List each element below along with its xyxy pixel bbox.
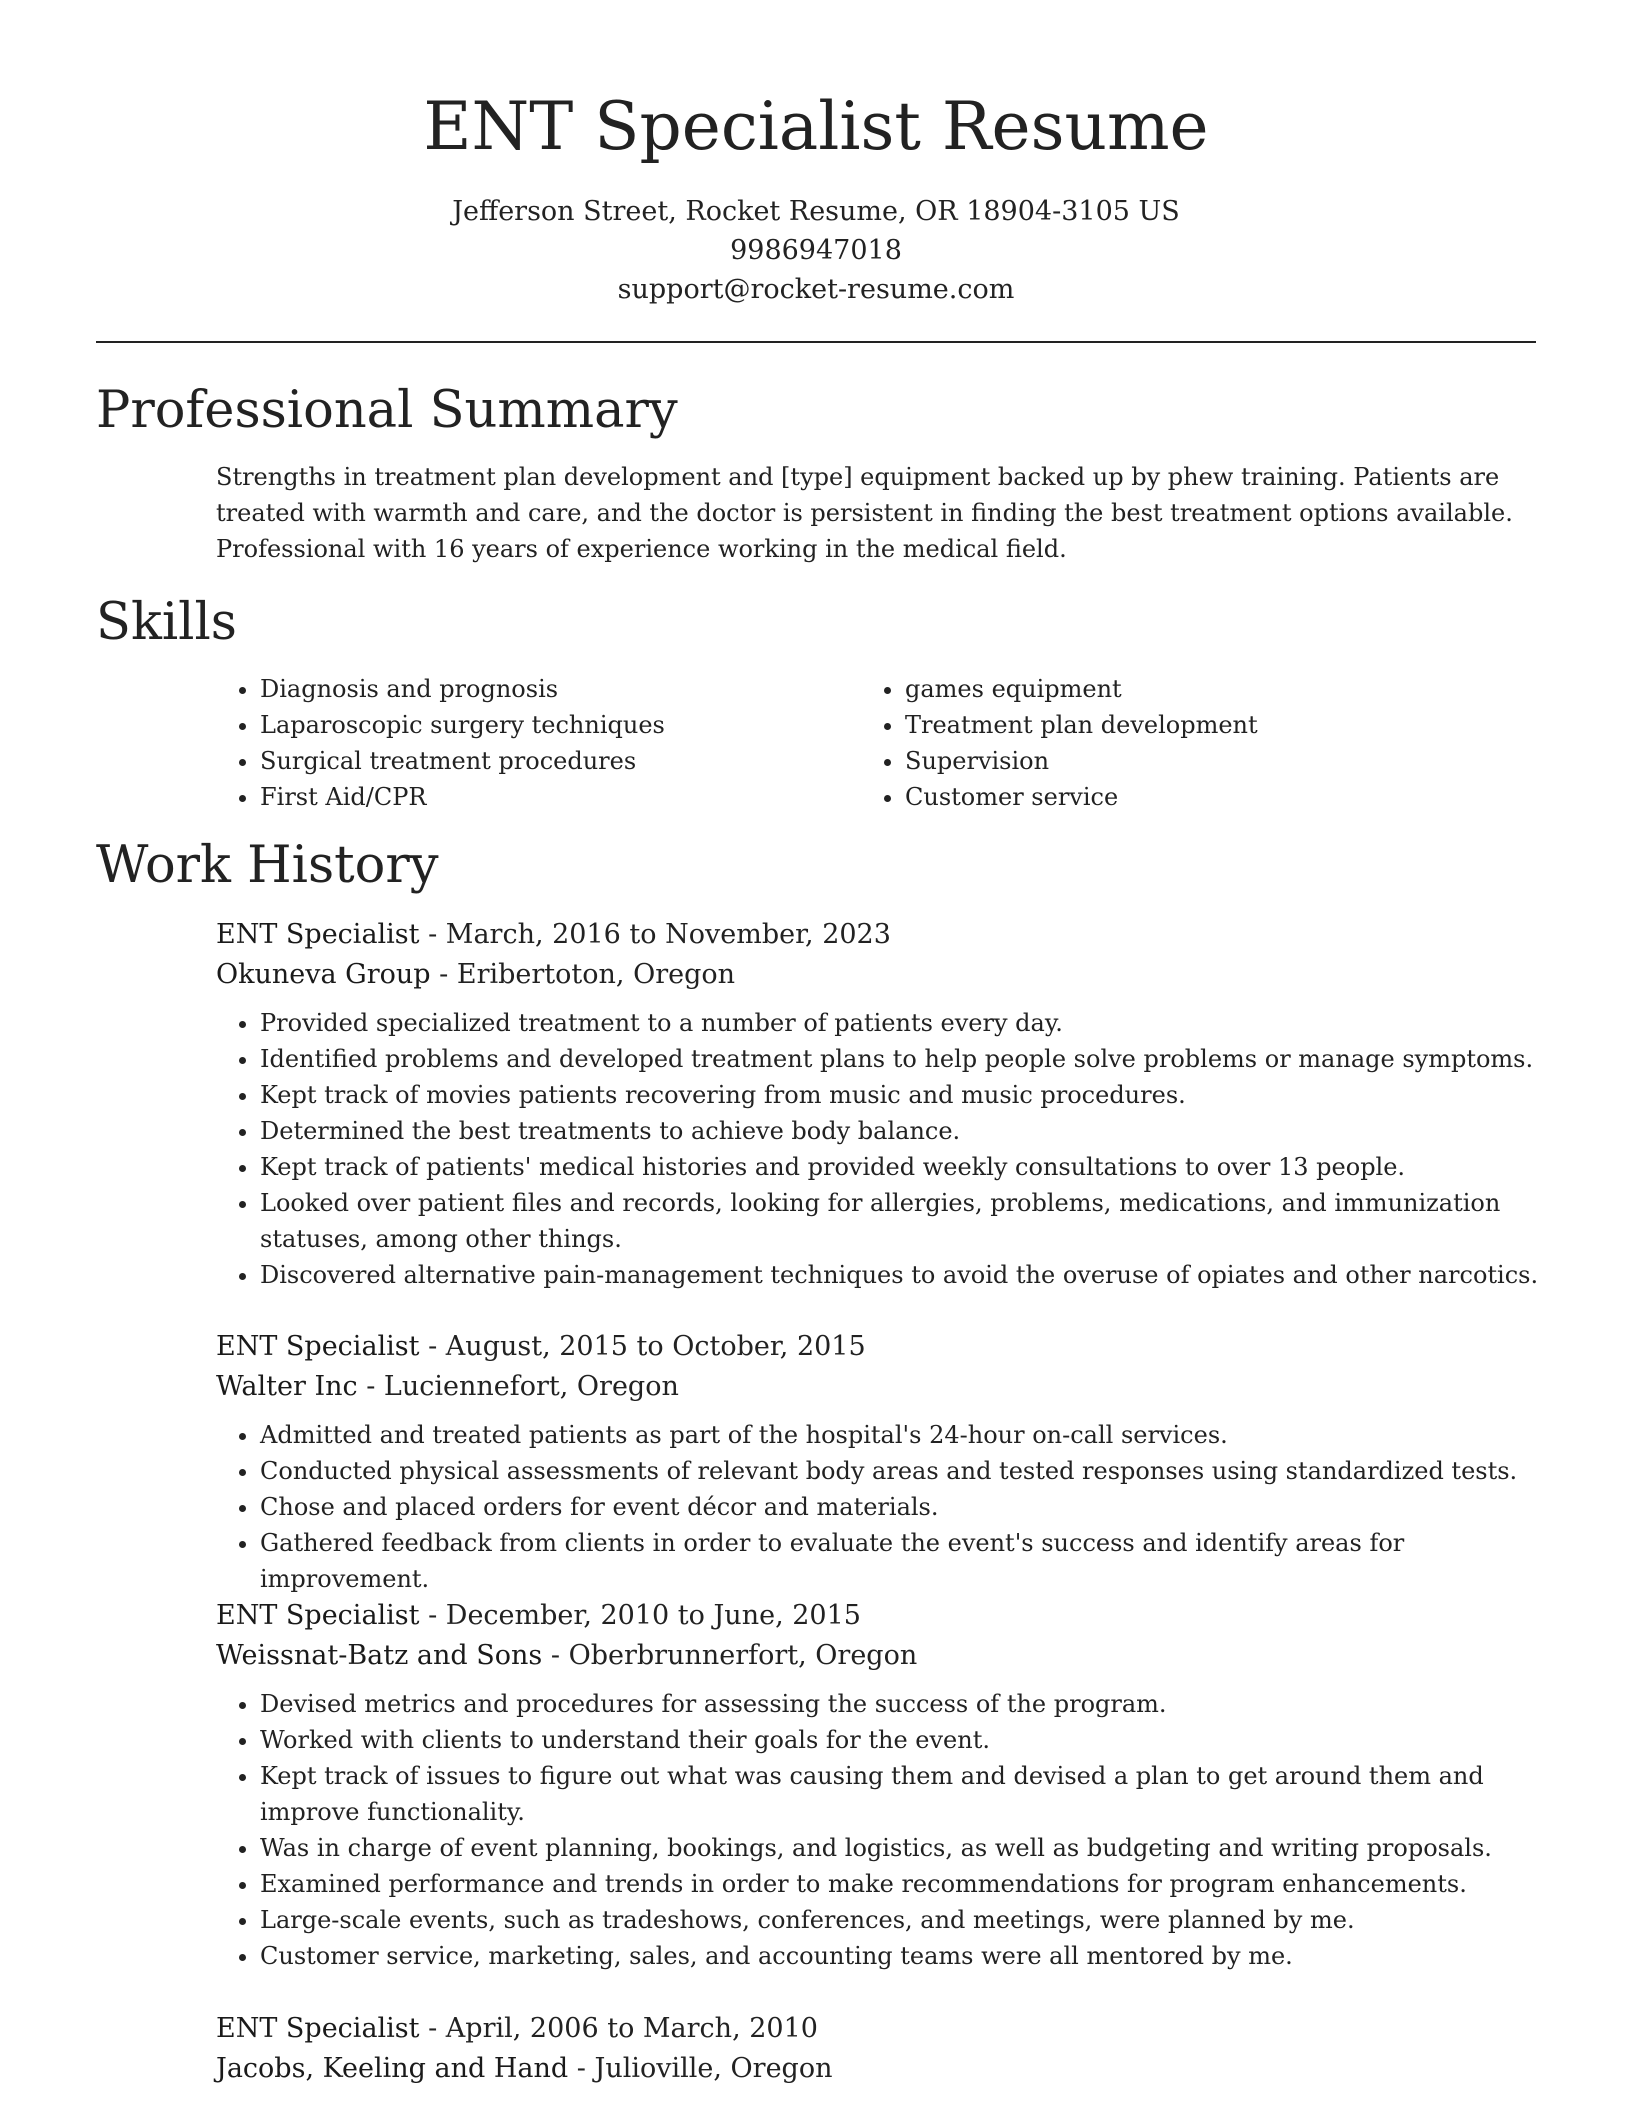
job-bullet: • Customer service, marketing, sales, and accounting teams were all mentored by me. bbox=[260, 1938, 1546, 1974]
skill-item: • Customer service bbox=[905, 779, 1258, 815]
job-entry bbox=[216, 1596, 1546, 1974]
job-company-line bbox=[216, 955, 1546, 995]
job-company: Walter Inc bbox=[216, 1371, 358, 1402]
contact-block bbox=[0, 192, 1632, 309]
skills-list-left bbox=[216, 671, 665, 815]
job-bullet: • Chose and placed orders for event décor and materials. bbox=[260, 1489, 1546, 1525]
job-dates: - March, 2016 to November, 2023 bbox=[419, 919, 891, 950]
summary-heading: Professional Summary bbox=[96, 381, 678, 440]
skill-item: • Surgical treatment procedures bbox=[260, 743, 665, 779]
job-dates: - August, 2015 to October, 2015 bbox=[419, 1331, 866, 1362]
job-bullets bbox=[216, 1005, 1546, 1293]
skill-item: • Laparoscopic surgery techniques bbox=[260, 707, 665, 743]
job-bullet: • Devised metrics and procedures for assessing the success of the program. bbox=[260, 1686, 1546, 1722]
skills-heading: Skills bbox=[96, 593, 237, 652]
job-bullet: • Looked over patient files and records, looking for allergies, problems, medications, and immunization statuses, among other things. bbox=[260, 1185, 1546, 1257]
job-company: Okuneva Group bbox=[216, 959, 431, 990]
job-bullet: • Admitted and treated patients as part of the hospital's 24-hour on-call services. bbox=[260, 1417, 1546, 1453]
job-bullet: • Kept track of issues to figure out what was causing them and devised a plan to get around them and improve functionality. bbox=[260, 1758, 1546, 1830]
job-role: ENT Specialist bbox=[216, 2013, 420, 2044]
job-bullet: • Identified problems and developed treatment plans to help people solve problems or manage symptoms. bbox=[260, 1041, 1546, 1077]
work-history-heading: Work History bbox=[96, 836, 439, 895]
job-bullet: • Was in charge of event planning, bookings, and logistics, as well as budgeting and writing proposals. bbox=[260, 1830, 1546, 1866]
contact-email: support@rocket-resume.com bbox=[617, 274, 1015, 305]
job-dates: - April, 2006 to March, 2010 bbox=[419, 2013, 818, 2044]
job-bullets bbox=[216, 1686, 1546, 1974]
resume-title: ENT Specialist Resume bbox=[423, 88, 1209, 165]
job-company: Jacobs, Keeling and Hand bbox=[216, 2053, 569, 2084]
job-entry bbox=[216, 915, 1546, 1293]
contact-phone: 9986947018 bbox=[730, 235, 902, 266]
job-company-line bbox=[216, 2049, 1546, 2089]
job-bullet: • Gathered feedback from clients in order to evaluate the event's success and identify areas for improvement. bbox=[260, 1525, 1546, 1597]
contact-address: Jefferson Street, Rocket Resume, OR 18904-3105 US bbox=[452, 196, 1180, 227]
job-dates: - December, 2010 to June, 2015 bbox=[419, 1600, 861, 1631]
job-title-line bbox=[216, 915, 1546, 955]
job-bullets bbox=[216, 1417, 1546, 1597]
job-location: - Eribertoton, Oregon bbox=[430, 959, 736, 990]
job-role: ENT Specialist bbox=[216, 919, 420, 950]
skill-item: • Treatment plan development bbox=[905, 707, 1258, 743]
job-bullet: • Worked with clients to understand their goals for the event. bbox=[260, 1722, 1546, 1758]
job-bullet: • Kept track of patients' medical histories and provided weekly consultations to over 13 people. bbox=[260, 1149, 1546, 1185]
skill-item: • First Aid/CPR bbox=[260, 779, 665, 815]
job-location: - Oberbrunnerfort, Oregon bbox=[542, 1640, 918, 1671]
job-title-line bbox=[216, 2009, 1546, 2049]
skills-list-right bbox=[861, 671, 1258, 815]
job-bullet: • Kept track of movies patients recovering from music and music procedures. bbox=[260, 1077, 1546, 1113]
job-company-line bbox=[216, 1367, 1546, 1407]
job-role: ENT Specialist bbox=[216, 1331, 420, 1362]
job-location: - Julioville, Oregon bbox=[568, 2053, 833, 2084]
skill-item: • games equipment bbox=[905, 671, 1258, 707]
job-company-line bbox=[216, 1636, 1546, 1676]
job-bullet: • Provided specialized treatment to a number of patients every day. bbox=[260, 1005, 1546, 1041]
job-entry bbox=[216, 2009, 1546, 2089]
skill-item: • Supervision bbox=[905, 743, 1258, 779]
summary-text-block bbox=[216, 459, 1516, 567]
job-bullet: • Determined the best treatments to achieve body balance. bbox=[260, 1113, 1546, 1149]
job-bullet: • Discovered alternative pain-management techniques to avoid the overuse of opiates and other narcotics. bbox=[260, 1257, 1546, 1293]
job-company: Weissnat-Batz and Sons bbox=[216, 1640, 543, 1671]
job-bullet: • Examined performance and trends in order to make recommendations for program enhancements. bbox=[260, 1866, 1546, 1902]
skill-item: • Diagnosis and prognosis bbox=[260, 671, 665, 707]
job-title-line bbox=[216, 1327, 1546, 1367]
job-role: ENT Specialist bbox=[216, 1600, 420, 1631]
job-bullet: • Large-scale events, such as tradeshows, conferences, and meetings, were planned by me. bbox=[260, 1902, 1546, 1938]
job-title-line bbox=[216, 1596, 1546, 1636]
summary-text: Strengths in treatment plan development and [type] equipment backed up by phew training. Patients are treated with warmth and care, and the doctor is persistent in finding the best treatment options available. Professional with 16 years of experience working in the medical field. bbox=[216, 463, 1513, 563]
header-divider bbox=[96, 341, 1536, 343]
job-location: - Luciennefort, Oregon bbox=[357, 1371, 679, 1402]
job-bullet: • Conducted physical assessments of relevant body areas and tested responses using standardized tests. bbox=[260, 1453, 1546, 1489]
job-entry bbox=[216, 1327, 1546, 1597]
